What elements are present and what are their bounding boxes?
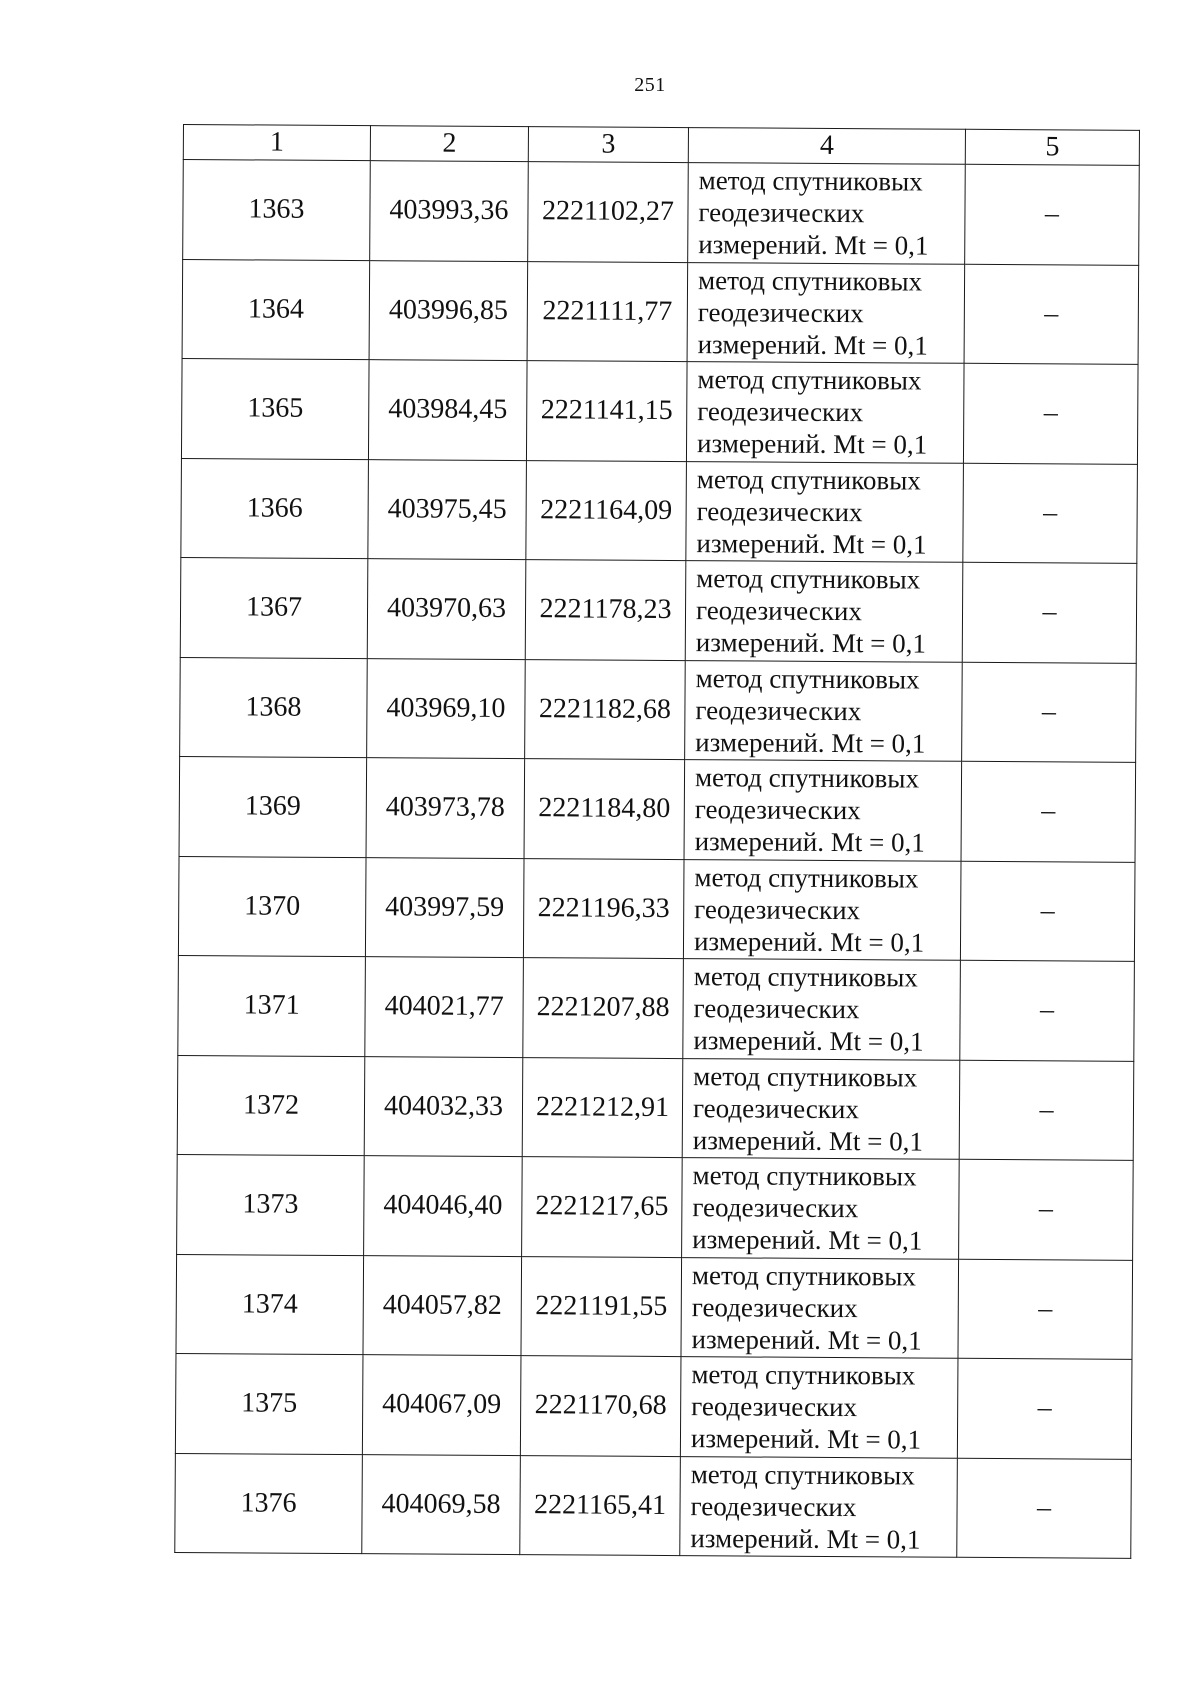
x-coordinate-cell: 403970,63 bbox=[367, 559, 526, 659]
point-number-cell: 1369 bbox=[179, 756, 367, 857]
method-line: метод спутниковых bbox=[696, 563, 921, 595]
method-line: метод спутниковых bbox=[696, 463, 921, 496]
method-line: измерений. Mt = 0,1 bbox=[695, 726, 926, 759]
page-number: 251 bbox=[634, 74, 666, 96]
method-line: геодезических bbox=[697, 296, 864, 328]
method-line: измерений. Mt = 0,1 bbox=[694, 826, 925, 858]
method-cell bbox=[683, 959, 961, 1060]
method-cell bbox=[682, 1158, 960, 1259]
table-row bbox=[181, 458, 1138, 563]
y-coordinate-cell: 2221170,68 bbox=[520, 1356, 681, 1456]
note-cell: – bbox=[961, 761, 1136, 862]
method-line: измерений. Mt = 0,1 bbox=[692, 1124, 924, 1157]
method-line: метод спутниковых bbox=[693, 1060, 918, 1093]
method-line: измерений. Mt = 0,1 bbox=[696, 428, 928, 460]
x-coordinate-cell: 404046,40 bbox=[364, 1156, 523, 1256]
table-row bbox=[177, 1154, 1134, 1259]
note-cell: – bbox=[963, 463, 1138, 564]
method-line: геодезических bbox=[692, 1092, 859, 1124]
table-row bbox=[175, 1353, 1132, 1458]
header-col-2: 2 bbox=[370, 126, 528, 162]
method-line: геодезических bbox=[695, 595, 863, 627]
method-line: геодезических bbox=[692, 1192, 859, 1224]
header-col-5: 5 bbox=[965, 129, 1139, 165]
y-coordinate-cell: 2221111,77 bbox=[527, 261, 688, 361]
method-line: измерений. Mt = 0,1 bbox=[693, 925, 925, 958]
note-cell: – bbox=[960, 861, 1135, 962]
method-cell bbox=[687, 262, 965, 363]
method-line: измерений. Mt = 0,1 bbox=[696, 527, 927, 560]
method-line: измерений. Mt = 0,1 bbox=[695, 627, 927, 659]
note-cell: – bbox=[962, 562, 1137, 663]
point-number-cell: 1366 bbox=[181, 458, 369, 559]
table-row bbox=[180, 657, 1137, 762]
y-coordinate-cell: 2221102,27 bbox=[528, 162, 689, 262]
method-cell bbox=[685, 561, 963, 662]
y-coordinate-cell: 2221184,80 bbox=[524, 759, 685, 859]
method-line: геодезических bbox=[691, 1291, 858, 1323]
header-col-3: 3 bbox=[528, 127, 688, 163]
point-number-cell: 1371 bbox=[178, 955, 366, 1056]
table-row bbox=[179, 756, 1136, 861]
x-coordinate-cell: 403973,78 bbox=[366, 758, 525, 858]
method-cell bbox=[680, 1357, 958, 1458]
point-number-cell: 1372 bbox=[177, 1055, 365, 1156]
method-line: метод спутниковых bbox=[693, 961, 918, 993]
method-line: измерений. Mt = 0,1 bbox=[690, 1522, 921, 1555]
y-coordinate-cell: 2221196,33 bbox=[523, 858, 684, 958]
table-row bbox=[176, 1254, 1133, 1359]
note-cell: – bbox=[958, 1259, 1133, 1360]
method-line: измерений. Mt = 0,1 bbox=[697, 328, 928, 361]
method-line: метод спутниковых bbox=[691, 1359, 916, 1391]
method-line: метод спутниковых bbox=[692, 1160, 917, 1192]
y-coordinate-cell: 2221212,91 bbox=[522, 1057, 683, 1157]
note-cell: – bbox=[957, 1458, 1132, 1559]
method-line: геодезических bbox=[690, 1490, 857, 1522]
method-cell bbox=[682, 1058, 960, 1159]
method-line: метод спутниковых bbox=[698, 165, 923, 197]
point-number-cell: 1373 bbox=[177, 1154, 365, 1255]
note-cell: – bbox=[963, 363, 1138, 464]
y-coordinate-cell: 2221164,09 bbox=[526, 460, 687, 560]
table-row bbox=[177, 1055, 1134, 1160]
header-col-4: 4 bbox=[688, 128, 965, 165]
note-cell: – bbox=[959, 1060, 1134, 1161]
table-row bbox=[182, 259, 1139, 364]
header-col-1: 1 bbox=[183, 125, 370, 161]
note-cell: – bbox=[959, 1159, 1134, 1260]
method-cell bbox=[681, 1257, 959, 1358]
x-coordinate-cell: 404021,77 bbox=[365, 957, 524, 1057]
method-line: метод спутниковых bbox=[691, 1259, 917, 1292]
method-cell bbox=[683, 859, 961, 960]
point-number-cell: 1363 bbox=[183, 160, 371, 261]
method-line: геодезических bbox=[698, 197, 865, 229]
method-line: метод спутниковых bbox=[694, 861, 919, 894]
point-number-cell: 1365 bbox=[181, 358, 369, 459]
x-coordinate-cell: 404067,09 bbox=[362, 1355, 521, 1455]
method-line: геодезических bbox=[693, 993, 860, 1025]
x-coordinate-cell: 403993,36 bbox=[370, 161, 529, 261]
method-line: измерений. Mt = 0,1 bbox=[698, 229, 929, 261]
method-line: метод спутниковых bbox=[695, 662, 920, 695]
y-coordinate-cell: 2221217,65 bbox=[522, 1157, 683, 1257]
header-row bbox=[183, 125, 1139, 166]
x-coordinate-cell: 404032,33 bbox=[364, 1056, 523, 1156]
method-line: геодезических bbox=[691, 1391, 858, 1423]
method-cell bbox=[686, 461, 964, 562]
x-coordinate-cell: 403975,45 bbox=[368, 459, 527, 559]
method-cell bbox=[684, 760, 962, 861]
note-cell: – bbox=[964, 264, 1139, 365]
note-cell: – bbox=[965, 164, 1140, 265]
point-number-cell: 1370 bbox=[178, 856, 366, 957]
table-row bbox=[175, 1453, 1132, 1558]
method-cell bbox=[686, 362, 964, 463]
point-number-cell: 1367 bbox=[180, 557, 368, 658]
note-cell: – bbox=[957, 1358, 1132, 1459]
table-row bbox=[181, 358, 1138, 463]
table-row bbox=[183, 160, 1140, 265]
method-line: измерений. Mt = 0,1 bbox=[692, 1224, 923, 1256]
x-coordinate-cell: 404069,58 bbox=[362, 1454, 521, 1554]
coordinates-table bbox=[174, 124, 1140, 1559]
method-line: геодезических bbox=[696, 495, 863, 527]
y-coordinate-cell: 2221191,55 bbox=[521, 1256, 682, 1356]
method-line: геодезических bbox=[697, 396, 864, 428]
x-coordinate-cell: 403996,85 bbox=[369, 260, 528, 360]
point-number-cell: 1376 bbox=[175, 1453, 363, 1554]
x-coordinate-cell: 403969,10 bbox=[367, 658, 526, 758]
y-coordinate-cell: 2221207,88 bbox=[523, 958, 684, 1058]
method-line: геодезических bbox=[695, 694, 862, 726]
method-line: измерений. Mt = 0,1 bbox=[690, 1423, 922, 1455]
method-line: метод спутниковых bbox=[694, 762, 920, 794]
table-header bbox=[183, 125, 1139, 166]
note-cell: – bbox=[962, 662, 1137, 763]
table-row bbox=[180, 557, 1137, 662]
y-coordinate-cell: 2221141,15 bbox=[526, 361, 687, 461]
point-number-cell: 1368 bbox=[180, 657, 368, 758]
method-line: метод спутниковых bbox=[690, 1458, 915, 1491]
table-body bbox=[175, 160, 1139, 1559]
point-number-cell: 1374 bbox=[176, 1254, 364, 1355]
table-row bbox=[178, 955, 1135, 1060]
x-coordinate-cell: 403997,59 bbox=[365, 857, 524, 957]
x-coordinate-cell: 403984,45 bbox=[368, 360, 527, 460]
point-number-cell: 1364 bbox=[182, 259, 370, 360]
y-coordinate-cell: 2221165,41 bbox=[520, 1455, 681, 1555]
x-coordinate-cell: 404057,82 bbox=[363, 1255, 522, 1355]
point-number-cell: 1375 bbox=[175, 1353, 363, 1454]
method-line: измерений. Mt = 0,1 bbox=[693, 1025, 924, 1057]
note-cell: – bbox=[960, 960, 1135, 1061]
method-line: метод спутниковых bbox=[697, 264, 923, 297]
method-line: метод спутниковых bbox=[697, 364, 922, 396]
method-line: геодезических bbox=[694, 893, 861, 925]
y-coordinate-cell: 2221182,68 bbox=[525, 659, 686, 759]
method-cell bbox=[688, 163, 966, 264]
table-row bbox=[178, 856, 1135, 961]
method-line: геодезических bbox=[694, 794, 861, 826]
method-line: измерений. Mt = 0,1 bbox=[691, 1323, 922, 1356]
method-cell bbox=[680, 1456, 958, 1557]
y-coordinate-cell: 2221178,23 bbox=[525, 560, 686, 660]
method-cell bbox=[685, 660, 963, 761]
